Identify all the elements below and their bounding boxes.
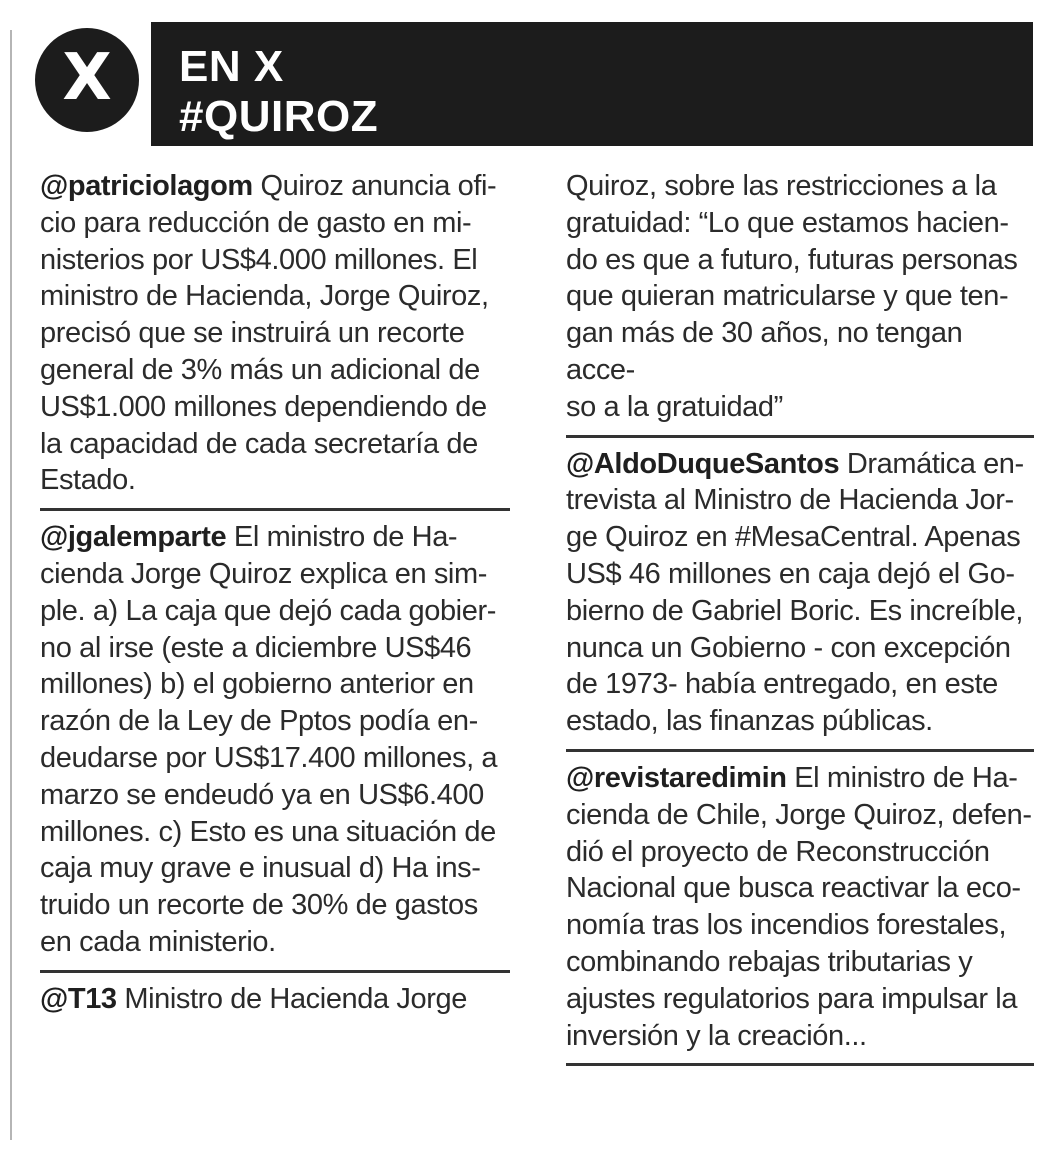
post-text-line (40, 278, 510, 315)
x-logo-icon (35, 28, 139, 132)
post-text: combinando rebajas tributarias y (566, 945, 973, 978)
post-text: do es que a futuro, futuras personas (566, 243, 1018, 276)
post-text-line (566, 981, 1034, 1018)
post-handle: @patriciolagom (40, 170, 253, 202)
post-text-line (566, 760, 1034, 797)
post-text: Quiroz, sobre las restricciones a la (566, 170, 997, 202)
post-text: inversión y la creación... (566, 1019, 867, 1052)
post-text: nunca un Gobierno - con excepción (566, 631, 1011, 664)
post-text-line (40, 630, 510, 667)
post-text: ge Quiroz en #MesaCentral. Apenas (566, 521, 1021, 554)
post-handle: @AldoDuqueSantos (566, 447, 840, 480)
post-text: ministro de Hacienda, Jorge Quiroz, (40, 280, 489, 313)
margin-rule (10, 30, 12, 1140)
post-text-line (40, 777, 510, 814)
post-text: gan más de 30 años, no tengan acce- (566, 317, 963, 386)
post-text: El ministro de Ha- (226, 521, 458, 554)
post (40, 519, 510, 961)
post-text: Dramática en- (839, 447, 1024, 480)
post-divider (40, 970, 510, 973)
post-text-line (40, 242, 510, 279)
post-text: Ministro de Hacienda Jorge (116, 982, 467, 1015)
post-text-line (566, 168, 1034, 205)
post-text: US$ 46 millones en caja dejó el Go- (566, 557, 1015, 590)
post-text: millones) b) el gobierno anterior en (40, 668, 474, 701)
post-text: razón de la Ley de Pptos podía en- (40, 705, 478, 738)
post-text-line (40, 593, 510, 630)
header-line-1: EN X (179, 42, 284, 91)
post-text: estado, las finanzas públicas. (566, 705, 933, 738)
post-text: ajustes regulatorios para impulsar la (566, 982, 1018, 1015)
x-logo-letter: X (62, 41, 112, 115)
post-text: ple. a) La caja que dejó cada gobier- (40, 594, 496, 627)
post-text-line (40, 462, 510, 499)
post-text-line (40, 352, 510, 389)
post-text: deudarse por US$17.400 millones, a (40, 741, 498, 774)
post-text: gratuidad: “Lo que estamos hacien- (566, 206, 1009, 239)
post-text: bierno de Gabriel Boric. Es increíble, (566, 594, 1024, 627)
post-text-line (566, 834, 1034, 871)
post-text-line (40, 887, 510, 924)
post-text: truido un recorte de 30% de gastos (40, 889, 478, 922)
post-text-line (40, 389, 510, 426)
post-text: US$1.000 millones dependiendo de (40, 390, 487, 423)
post-text-line (566, 315, 1034, 389)
post (566, 168, 1034, 426)
post-text-line (566, 944, 1034, 981)
post-text: cienda de Chile, Jorge Quiroz, defen- (566, 798, 1032, 831)
post-text-line (40, 850, 510, 887)
post-handle: @revistaredimin (566, 761, 787, 794)
post-divider (566, 1063, 1034, 1066)
post-text: cienda Jorge Quiroz explica en sim- (40, 557, 487, 590)
post-text-line (40, 205, 510, 242)
post-text: Nacional que busca reactivar la eco- (566, 872, 1021, 905)
post-text-line (40, 666, 510, 703)
post-text: nisterios por US$4.000 millones. El (40, 243, 478, 276)
post-text: que quieran matricularse y que ten- (566, 280, 1009, 313)
section-header-banner (151, 22, 1033, 146)
post-text-line (40, 703, 510, 740)
post (566, 760, 1034, 1054)
post-text: El ministro de Ha- (786, 761, 1018, 794)
post-text: trevista al Ministro de Hacienda Jor- (566, 484, 1014, 517)
post-text: dió el proyecto de Reconstrucción (566, 835, 990, 868)
post-text-line (566, 630, 1034, 667)
post (566, 446, 1034, 740)
post-text-line (566, 797, 1034, 834)
post-text: precisó que se instruirá un recorte (40, 317, 465, 350)
post-text: Quiroz anuncia ofi- (252, 170, 497, 202)
post-text-line (566, 482, 1034, 519)
post-text: marzo se endeudó ya en US$6.400 (40, 778, 484, 811)
post-divider (566, 435, 1034, 438)
post-handle: @jgalemparte (40, 521, 227, 554)
post-text: Estado. (40, 464, 136, 497)
post-text-line (40, 519, 510, 556)
post-text-line (566, 703, 1034, 740)
post-text-line (566, 519, 1034, 556)
post-text: so a la gratuidad” (566, 390, 783, 423)
post-text-line (40, 426, 510, 463)
post-text-line (40, 315, 510, 352)
post-divider (566, 749, 1034, 752)
post-text: en cada ministerio. (40, 925, 276, 958)
post-text: de 1973- había entregado, en este (566, 668, 998, 701)
post-text-line (566, 242, 1034, 279)
post-text: cio para reducción de gasto en mi- (40, 206, 472, 239)
post-text-line (566, 205, 1034, 242)
post-text-line (40, 556, 510, 593)
post-text-line (40, 814, 510, 851)
post-text-line (40, 981, 510, 1018)
post-text-line (566, 666, 1034, 703)
post-text-line (566, 593, 1034, 630)
post-text-line (566, 907, 1034, 944)
post-divider (40, 508, 510, 511)
post-text: caja muy grave e inusual d) Ha ins- (40, 852, 481, 885)
post-text-line (566, 446, 1034, 483)
post (40, 981, 510, 1018)
post (40, 168, 510, 499)
left-column (40, 168, 510, 1018)
post-handle: @T13 (40, 982, 117, 1015)
post-text-line (40, 924, 510, 961)
post-text-line (566, 1018, 1034, 1055)
post-text-line (566, 389, 1034, 426)
post-text: millones. c) Esto es una situación de (40, 815, 496, 848)
post-text: no al irse (este a diciembre US$46 (40, 631, 472, 664)
post-text-line (566, 870, 1034, 907)
post-text-line (40, 168, 510, 205)
post-text-line (566, 278, 1034, 315)
header-line-2: #QUIROZ (179, 92, 379, 141)
post-text: general de 3% más un adicional de (40, 353, 480, 386)
post-text: la capacidad de cada secretaría de (40, 427, 478, 460)
right-column (566, 168, 1034, 1074)
post-text-line (566, 556, 1034, 593)
post-text-line (40, 740, 510, 777)
post-text: nomía tras los incendios forestales, (566, 909, 1007, 942)
